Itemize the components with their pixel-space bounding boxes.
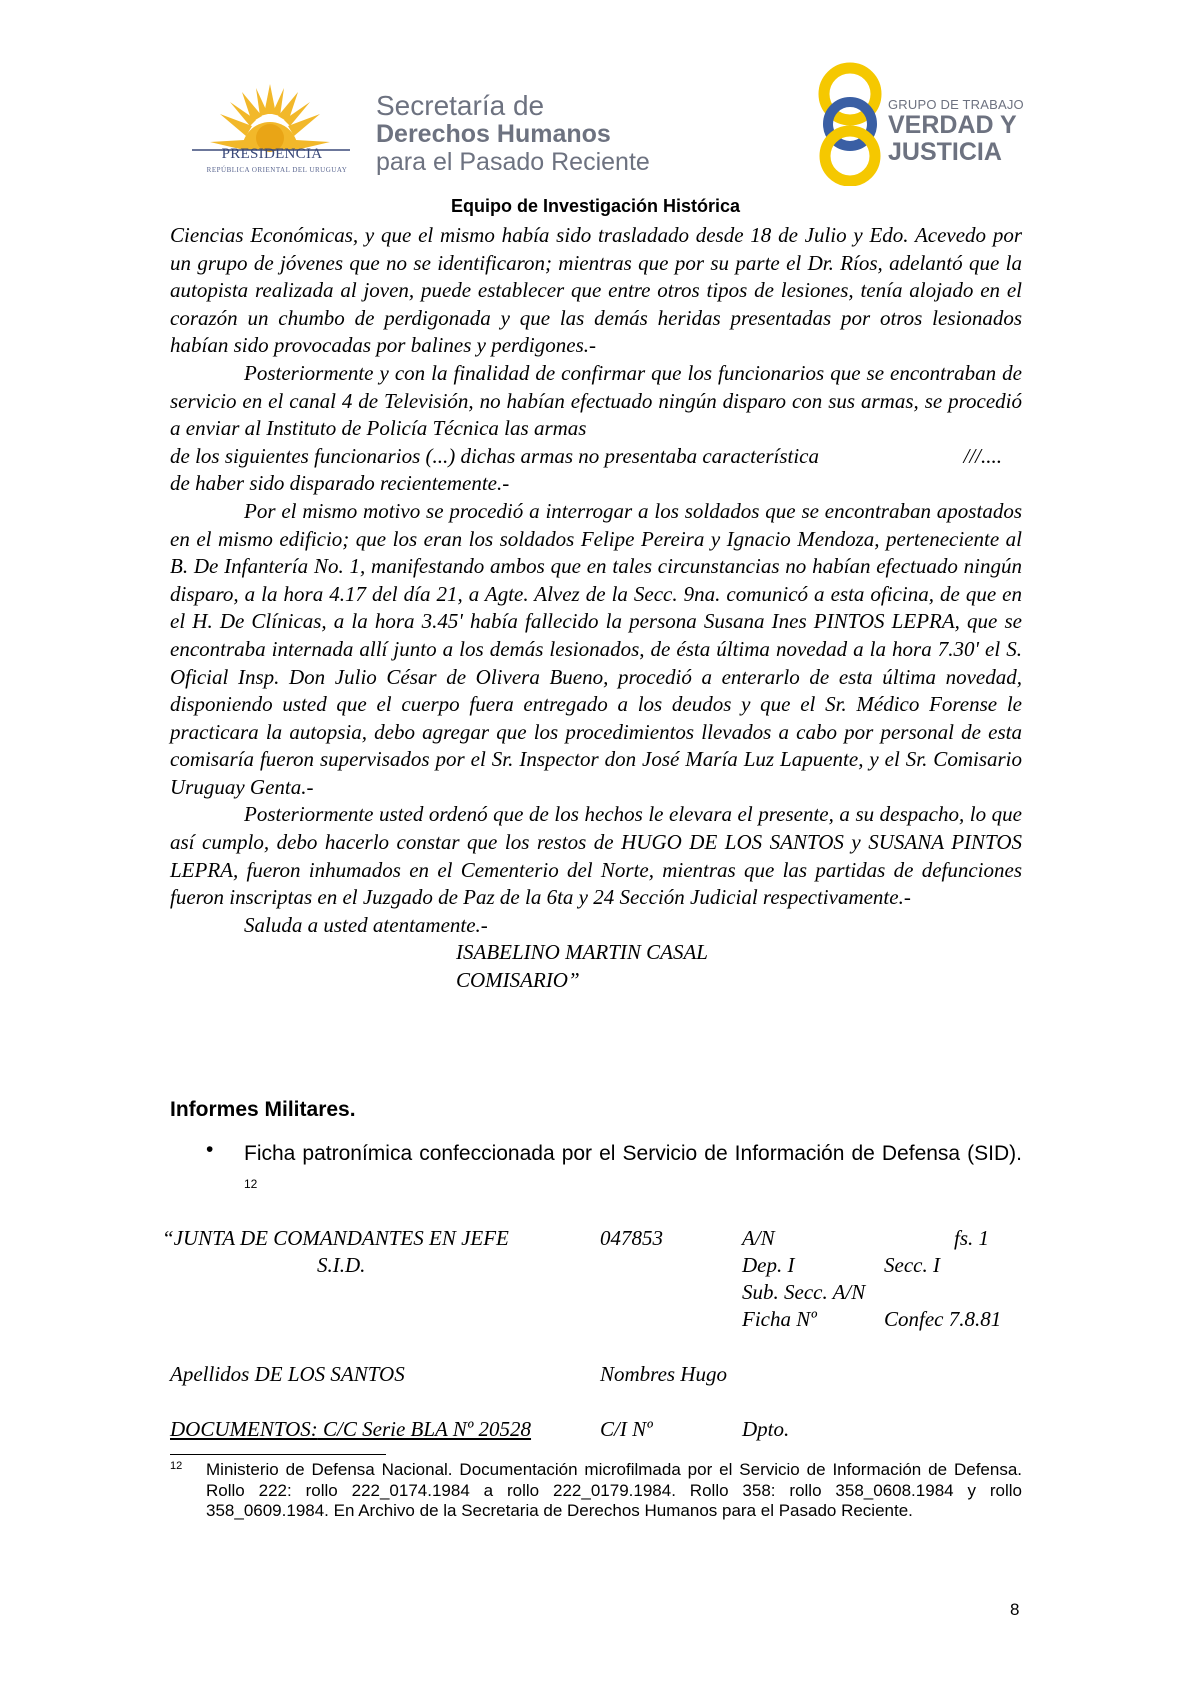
- ficha-documentos-label: DOCUMENTOS:: [170, 1417, 318, 1441]
- ficha-apellidos: Apellidos DE LOS SANTOS: [170, 1362, 405, 1386]
- signature-name: ISABELINO MARTIN CASAL: [456, 940, 708, 965]
- ficha-confec: Confec 7.8.81: [884, 1307, 1002, 1331]
- bullet-item-text: Ficha patronímica confeccionada por el Servicio de Información de Defensa (SID).: [244, 1142, 1022, 1165]
- ficha-nombres: Nombres Hugo: [600, 1362, 727, 1386]
- ficha-subsecc: Sub. Secc. A/N: [742, 1280, 866, 1304]
- paragraph-1: Ciencias Económicas, y que el mismo había sido trasladado desde 18 de Julio y Edo. Acevedo por un grupo de jóvenes que no se identificaron; mientras que por su parte el Dr. Ríos, adelantó que la autopista realizada al joven, puede establecer que entre otros tipos de lesiones, tenía alojado en el corazón un chumbo de perdigonada y que las demás heridas presentadas por otros lesionados habían sido provocadas por balines y perdigones.-: [170, 223, 1022, 358]
- bullet-item: [244, 1138, 1022, 1205]
- bullet-marker: •: [206, 1138, 214, 1161]
- secretaria-line-1: Secretaría de: [376, 90, 545, 121]
- ficha-fs: fs. 1: [954, 1226, 990, 1250]
- document-body: [170, 222, 1022, 995]
- secretaria-line-3: para el Pasado Reciente: [376, 148, 650, 176]
- ficha-ficha-no: Ficha Nº: [742, 1307, 817, 1331]
- team-heading: Equipo de Investigación Histórica: [450, 196, 741, 216]
- informes-militares-heading: Informes Militares.: [170, 1098, 356, 1121]
- ficha-dpto: Dpto.: [742, 1417, 790, 1441]
- footnote-reference: 12: [244, 1177, 258, 1191]
- greeting: Saluda a usted atentamente.-: [244, 912, 488, 937]
- paragraph-2-end: de haber sido disparado recientemente.-: [170, 471, 510, 496]
- justicia-label: JUSTICIA: [888, 138, 1002, 166]
- ficha-documentos-row: [170, 1417, 531, 1442]
- secretaria-line-2: Derechos Humanos: [376, 120, 611, 148]
- footnote-separator: [170, 1454, 386, 1455]
- presidencia-label: PRESIDENCIA: [221, 146, 323, 162]
- paragraph-3: Por el mismo motivo se procedió a interrogar a los soldados que se encontraban apostados en el mismo edificio; que los eran los soldados Felipe Pereira y Ignacio Mendoza, perteneciente al B. De Infantería No. 1, manifestando ambos que en tales circunstancias no habían efectuado ningún disparo, a la hora 4.17 del día 21, a Agte. Alvez de la Secc. 9na. comunicó a esta oficina, de que en el H. De Clínicas, a la hora 3.45' había fallecido la persona Susana Ines PINTOS LEPRA, que se encontraba internada allí junto a los demás lesionados, de ésta última novedad a la hora 7.30' el S. Oficial Insp. Don Julio César de Olivera Bueno, procedió a enterarlo de esta última novedad, disponiendo usted que el cuerpo fuera entregado a los deudos y que el Sr. Médico Forense le practicara la autopsia, debo agregar que los procedimientos llevados a cabo por personal de esta comisaría fueron supervisados por el Sr. Inspector don José María Luz Lapuente, y el Sr. Comisario Uruguay Genta.-: [170, 498, 1022, 799]
- signature-title: COMISARIO”: [456, 968, 580, 993]
- paragraph-4: Posteriormente usted ordenó que de los hechos le elevara el presente, a su despacho, lo que así cumplo, debo hacerlo constar que los restos de HUGO DE LOS SANTOS y SUSANA PINTOS LEPRA, fueron inhumados en el Cementerio del Norte, mientras que las partidas de defunciones fueron inscriptas en el Juzgado de Paz de la 6ta y 24 Sección Judicial respectivamente.-: [170, 802, 1022, 910]
- grupo-trabajo-label: GRUPO DE TRABAJO: [888, 97, 1024, 112]
- presidencia-sublabel: REPÚBLICA ORIENTAL DEL URUGUAY: [206, 166, 348, 174]
- presidencia-sun-logo: [190, 80, 360, 180]
- ficha-junta: “JUNTA DE COMANDANTES EN JEFE: [162, 1226, 509, 1250]
- page-number: 8: [1010, 1600, 1020, 1619]
- verdad-justicia-rings-logo: [810, 62, 890, 186]
- continuation-mark: ///....: [963, 443, 1002, 468]
- verdad-y-label: VERDAD Y: [888, 111, 1017, 139]
- footnote-number: 12: [170, 1460, 183, 1472]
- ficha-ci: C/I Nº: [600, 1417, 653, 1441]
- ficha-secc: Secc. I: [884, 1253, 940, 1277]
- ficha-sid: S.I.D.: [317, 1253, 366, 1277]
- ficha-dep: Dep. I: [742, 1253, 795, 1277]
- paragraph-2-tail-text: de los siguientes funcionarios (...) dichas armas no presentaba característica: [170, 443, 819, 468]
- grupo-trabajo-title: [888, 97, 1024, 166]
- paragraph-2: Posteriormente y con la finalidad de confirmar que los funcionarios que se encontraban de servicio en el canal 4 de Televisión, no habían efectuado ningún disparo con sus armas, se procedió a enviar al Instituto de Policía Técnica las armas: [170, 360, 1022, 441]
- ficha-cc: C/C Serie BLA Nº 20528: [317, 1417, 532, 1441]
- footnote-text: Ministerio de Defensa Nacional. Documentación microfilmada por el Servicio de Información de Defensa. Rollo 222: rollo 222_0174.1984 a rollo 222_0179.1984. Rollo 358: rollo 358_0608.1984 y rollo 358_0609.1984. En Archivo de la Secretaria de Derechos Humanos para el Pasado Reciente.: [206, 1460, 1022, 1520]
- ficha-number: 047853: [600, 1226, 663, 1250]
- ficha-an: A/N: [742, 1226, 775, 1250]
- secretaria-title: [376, 92, 650, 176]
- paragraph-2-tail: [170, 443, 1022, 471]
